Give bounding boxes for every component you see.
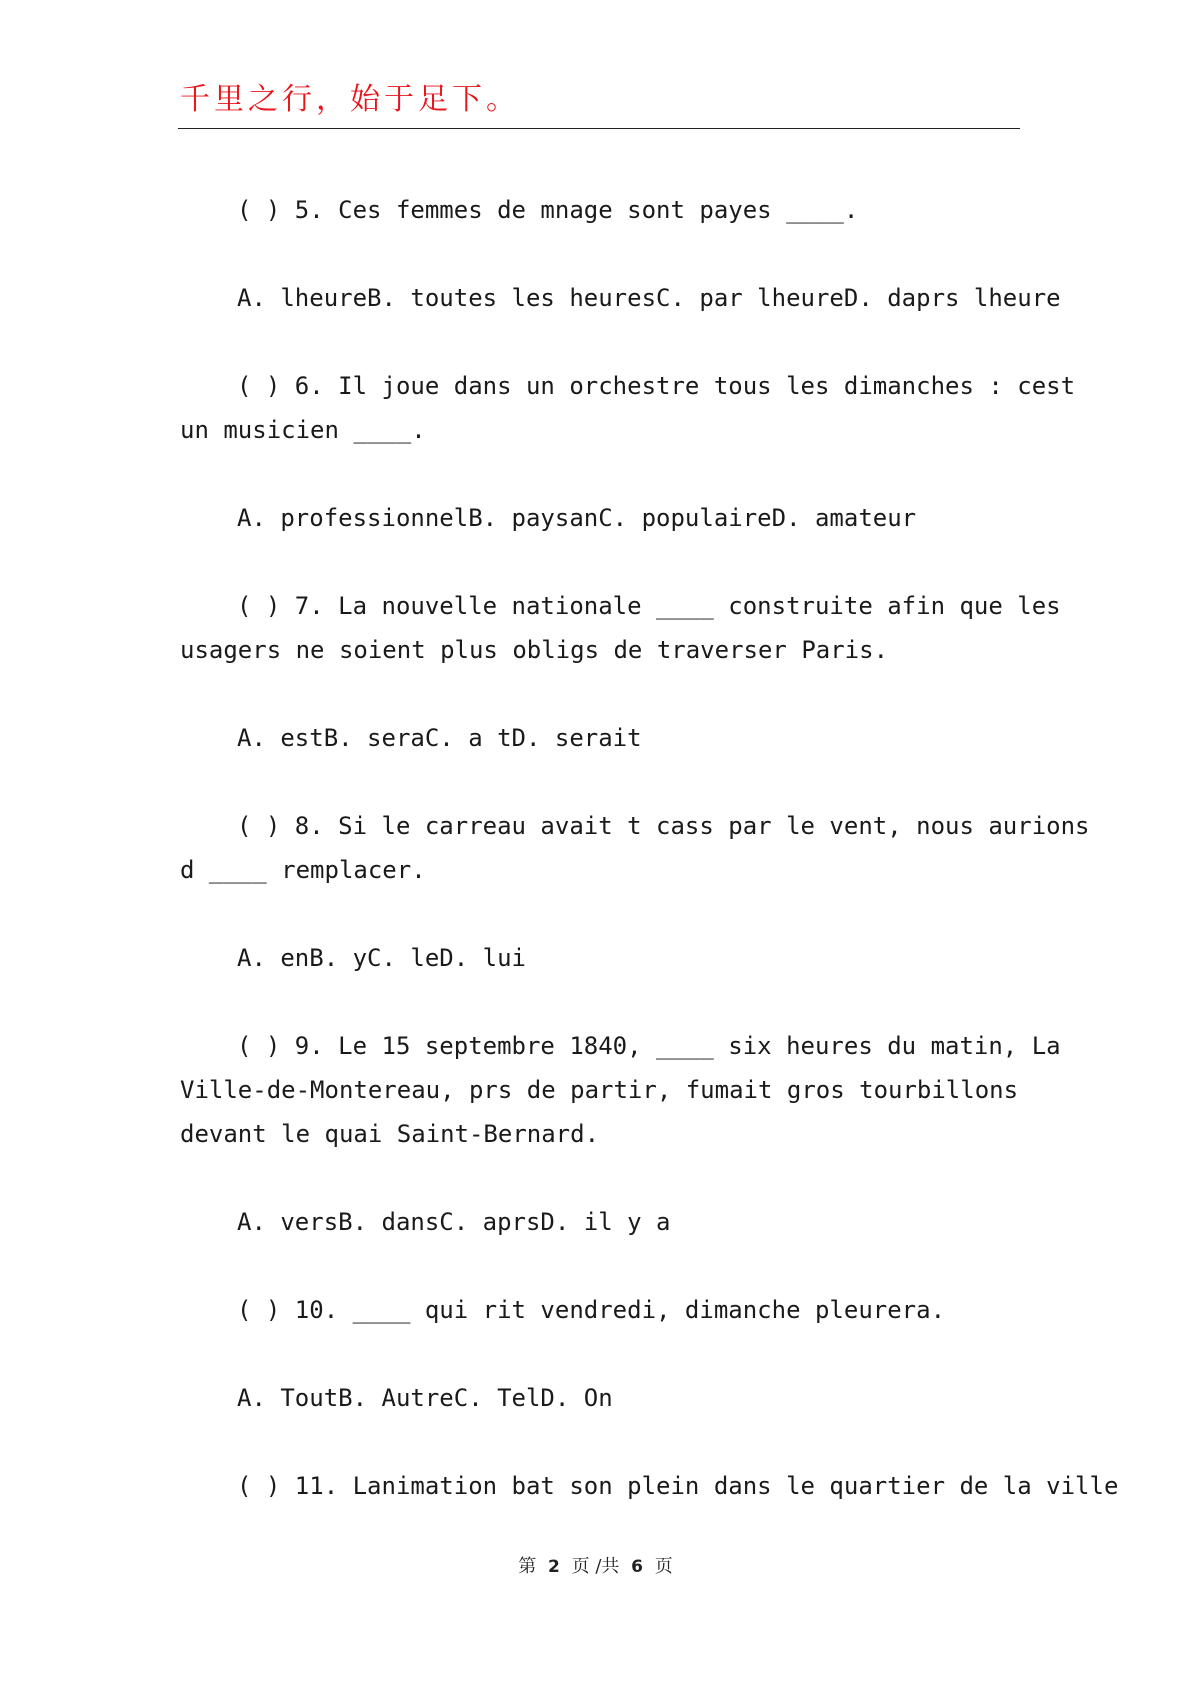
question-6-options: A. professionnelB. paysanC. populaireD. amateur xyxy=(237,504,917,532)
question-7-text-line-2: usagers ne soient plus obligs de traverser Paris. xyxy=(180,636,889,664)
question-7-text-line-1: ( ) 7. La nouvelle nationale ____ construite afin que les xyxy=(237,592,1061,620)
question-9-text-line-1: ( ) 9. Le 15 septembre 1840, ____ six heures du matin, La xyxy=(237,1032,1061,1060)
page-footer xyxy=(0,1552,1191,1578)
footer-suffix: 页 xyxy=(654,1556,673,1577)
footer-middle: 页 /共 xyxy=(571,1556,620,1577)
question-6-text-line-2: un musicien ____. xyxy=(180,416,426,444)
header-motto: 千里之行，始于足下。 xyxy=(180,82,520,117)
header-divider xyxy=(178,128,1020,129)
question-8-text-line-2: d ____ remplacer. xyxy=(180,856,426,884)
footer-prefix: 第 xyxy=(518,1556,537,1577)
question-10-options: A. ToutB. AutreC. TelD. On xyxy=(237,1384,613,1412)
question-6-text-line-1: ( ) 6. Il joue dans un orchestre tous les dimanches : cest xyxy=(237,372,1076,400)
question-7-options: A. estB. seraC. a tD. serait xyxy=(237,724,642,752)
question-8-options: A. enB. yC. leD. lui xyxy=(237,944,526,972)
question-11-text-line-1: ( ) 11. Lanimation bat son plein dans le quartier de la ville xyxy=(237,1472,1119,1500)
footer-page-number: 2 xyxy=(548,1557,560,1577)
question-9-text-line-3: devant le quai Saint-Bernard. xyxy=(180,1120,600,1148)
question-9-options: A. versB. dansC. aprsD. il y a xyxy=(237,1208,671,1236)
question-5-text: ( ) 5. Ces femmes de mnage sont payes ____. xyxy=(237,196,859,224)
question-10-text: ( ) 10. ____ qui rit vendredi, dimanche pleurera. xyxy=(237,1296,946,1324)
question-9-text-line-2: Ville-de-Montereau, prs de partir, fumait gros tourbillons xyxy=(180,1076,1019,1104)
question-5-options: A. lheureB. toutes les heuresC. par lheureD. daprs lheure xyxy=(237,284,1061,312)
footer-page-total: 6 xyxy=(631,1557,643,1577)
question-8-text-line-1: ( ) 8. Si le carreau avait t cass par le vent, nous aurions xyxy=(237,812,1090,840)
